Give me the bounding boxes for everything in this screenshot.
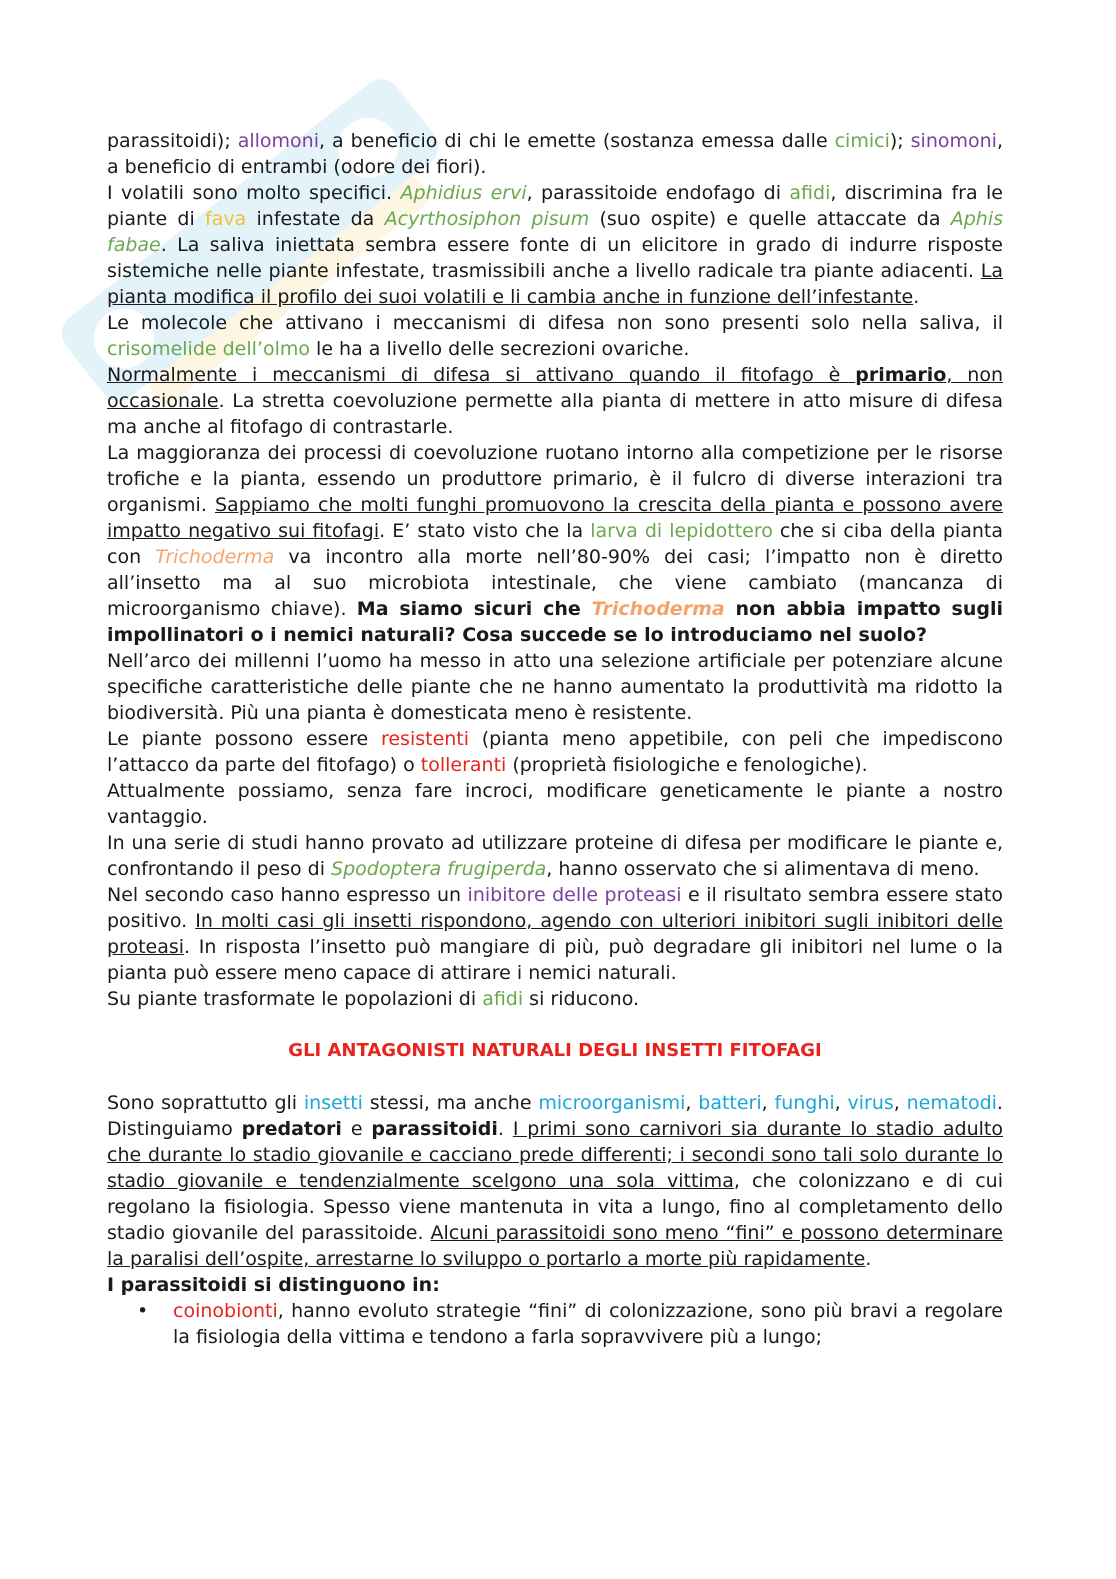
text-run: parassitoidi: [371, 1118, 498, 1140]
text-run: afidi: [482, 988, 524, 1010]
paragraph-p9: [107, 830, 1003, 882]
paragraph-p3: [107, 310, 1003, 362]
text-run: e: [341, 1118, 372, 1140]
section-heading: GLI ANTAGONISTI NATURALI DEGLI INSETTI FITOFAGI: [288, 1040, 822, 1061]
list-item: [107, 1298, 1003, 1350]
text-run: , hanno osservato che si alimentava di meno.: [546, 858, 980, 880]
text-run: (pianta meno appetibile, con peli che impediscono l’attacco da parte del fitofago) o: [107, 728, 1004, 776]
text-run: Acyrthosiphon pisum: [384, 208, 590, 230]
paragraph-p13: [107, 1272, 1003, 1298]
text-run: ,: [893, 1092, 907, 1114]
text-run: Alcuni parassitoidi sono meno “fini” e possono determinare la paralisi dell’ospite, arrestarne lo sviluppo o portarlo a morte più rapidamente: [107, 1222, 1003, 1270]
text-run: infestate da: [246, 208, 385, 230]
text-run: Nell’arco dei millenni l’uomo ha messo in atto una selezione artificiale per potenziare alcune specifiche caratteristiche delle piante che ne hanno aumentato la produttività ma ridotto la biodiversità. Più una pianta è domesticata meno è resistente.: [107, 650, 1003, 724]
text-run: . La saliva iniettata sembra essere fonte di un elicitore in grado di indurre risposte sistemiche nelle piante infestate, trasmissibili anche a livello radicale tra piante adiacenti.: [107, 234, 1003, 282]
text-run: tolleranti: [420, 754, 507, 776]
text-run: . La stretta coevoluzione permette alla pianta di mettere in atto misure di difesa ma anche al fitofago di contrastarle.: [107, 390, 1003, 438]
text-run: Sappiamo che molti funghi promuovono la crescita della pianta e possono avere impatto negativo sui fitofagi: [107, 494, 1003, 542]
text-run: Su piante trasformate le popolazioni di: [107, 988, 483, 1010]
text-run: ,: [834, 1092, 848, 1114]
text-run: I volatili sono molto specifici.: [107, 182, 401, 204]
text-run: resistenti: [380, 728, 470, 750]
text-run: );: [889, 130, 911, 152]
text-run: coinobionti: [173, 1300, 278, 1322]
text-run: Sono soprattutto gli: [107, 1092, 304, 1114]
text-run: Aphis fabae: [107, 208, 1004, 256]
paragraph-p11: [107, 986, 1003, 1012]
text-run: .: [913, 286, 920, 308]
paragraph-p12: [107, 1090, 1003, 1272]
text-run: , discrimina fra le piante di: [107, 182, 1003, 230]
text-run: ,: [685, 1092, 699, 1114]
text-run: stessi, ma anche: [362, 1092, 539, 1114]
text-run: In molti casi gli insetti rispondono, agendo con ulteriori inibitori sugli inibitori delle proteasi: [107, 910, 1003, 958]
text-run: , a beneficio di entrambi (odore dei fiori).: [107, 130, 1004, 178]
text-run: sinomoni: [910, 130, 997, 152]
parasitoid-types-list: [107, 1298, 1003, 1350]
text-run: Le molecole che attivano i meccanismi di difesa non sono presenti solo nella saliva, il: [107, 312, 1003, 334]
text-run: La pianta modifica il profilo dei suoi volatili e li cambia anche in funzione dell’infestante: [107, 260, 1003, 308]
text-run: .: [497, 1118, 513, 1140]
text-run: Normalmente i meccanismi di difesa si attivano quando il fitofago è: [107, 364, 856, 386]
text-run: .: [865, 1248, 872, 1270]
text-run: Nel secondo caso hanno espresso un: [107, 884, 468, 906]
text-run: batteri: [698, 1092, 762, 1114]
text-run: non abbia impatto sugli impollinatori o i nemici naturali? Cosa succede se lo introduciamo nel suolo?: [107, 598, 1003, 646]
text-run: La maggioranza dei processi di coevoluzione ruotano intorno alla competizione per le risorse trofiche e la pianta, essendo un produttore primario, è il fulcro di diverse interazioni tra organismi.: [107, 442, 1003, 516]
paragraph-p2: [107, 180, 1003, 310]
paragraph-p4: [107, 362, 1003, 440]
paragraph-p5: [107, 440, 1003, 648]
text-run: nematodi: [906, 1092, 997, 1114]
text-run: afidi: [789, 182, 831, 204]
text-run: larva di lepidottero: [590, 520, 773, 542]
text-run: funghi: [774, 1092, 835, 1114]
paragraph-p1: [107, 128, 1003, 180]
text-run: cimici: [834, 130, 890, 152]
text-run: In una serie di studi hanno provato ad utilizzare proteine di difesa per modificare le piante e, confrontando il peso di: [107, 832, 1003, 880]
text-run: , parassitoide endofago di: [526, 182, 790, 204]
text-run: primario: [855, 364, 947, 386]
text-run: I parassitoidi si distinguono in:: [107, 1274, 440, 1296]
text-run: Le piante possono essere: [107, 728, 381, 750]
text-run: (suo ospite) e quelle attaccate da: [589, 208, 951, 230]
body-text-section: [107, 128, 1003, 1012]
text-run: I primi sono carnivori sia durante lo stadio adulto che durante lo stadio giovanile e cacciano prede differenti; i secondi sono tali solo durante lo stadio giovanile e tendenzialmente scelgono una sola vittima: [107, 1118, 1003, 1192]
text-run: . Distinguiamo: [107, 1092, 1003, 1140]
text-run: Attualmente possiamo, senza fare incroci, modificare geneticamente le piante a nostro vantaggio.: [107, 780, 1003, 828]
text-run: virus: [847, 1092, 894, 1114]
text-run: Trichoderma: [591, 598, 725, 620]
text-run: Aphidius ervi: [400, 182, 527, 204]
text-run: e il risultato sembra essere stato positivo.: [107, 884, 1003, 932]
text-run: va incontro alla morte nell’80-90% dei casi; l’impatto non è diretto all’insetto ma al suo microbiota intestinale, che viene cambiato (mancanza di microorganismo chiave).: [107, 546, 1003, 620]
text-run: Trichoderma: [155, 546, 275, 568]
text-run: inibitore delle proteasi: [467, 884, 682, 906]
paragraph-p6: [107, 648, 1003, 726]
text-run: insetti: [303, 1092, 363, 1114]
text-run: si riducono.: [523, 988, 640, 1010]
paragraph-p8: [107, 778, 1003, 830]
text-run: , che colonizzano e di cui regolano la fisiologia. Spesso viene mantenuta in vita a lungo, fino al completamento dello stadio giovanile del parassitoide.: [107, 1170, 1004, 1244]
text-run: fava: [205, 208, 247, 230]
text-run: Spodoptera frugiperda: [331, 858, 547, 880]
text-run: crisomelide dell’olmo: [107, 338, 310, 360]
body-text-section-2: [107, 1090, 1003, 1298]
document-page: [107, 128, 1003, 1350]
text-run: , non occasionale: [107, 364, 1003, 412]
bullet-icon: •: [137, 1300, 149, 1322]
text-run: . In risposta l’insetto può mangiare di più, può degradare gli inibitori nel lume o la pianta può essere meno capace di attirare i nemici naturali.: [107, 936, 1003, 984]
text-run: , hanno evoluto strategie “fini” di colonizzazione, sono più bravi a regolare la fisiologia della vittima e tendono a farla sopravvivere più a lungo;: [173, 1300, 1003, 1348]
text-run: microorganismi: [538, 1092, 686, 1114]
text-run: le ha a livello delle secrezioni ovariche.: [310, 338, 690, 360]
text-run: che si ciba della pianta con: [107, 520, 1003, 568]
text-run: (proprietà fisiologiche e fenologiche).: [506, 754, 868, 776]
text-run: . E’ stato visto che la: [379, 520, 591, 542]
paragraph-p10: [107, 882, 1003, 986]
text-run: , a beneficio di chi le emette (sostanza emessa dalle: [319, 130, 835, 152]
text-run: parassitoidi);: [107, 130, 238, 152]
text-run: Ma siamo sicuri che: [356, 598, 592, 620]
text-run: predatori: [241, 1118, 342, 1140]
text-run: ,: [761, 1092, 775, 1114]
text-run: allomoni: [237, 130, 319, 152]
paragraph-p7: [107, 726, 1003, 778]
